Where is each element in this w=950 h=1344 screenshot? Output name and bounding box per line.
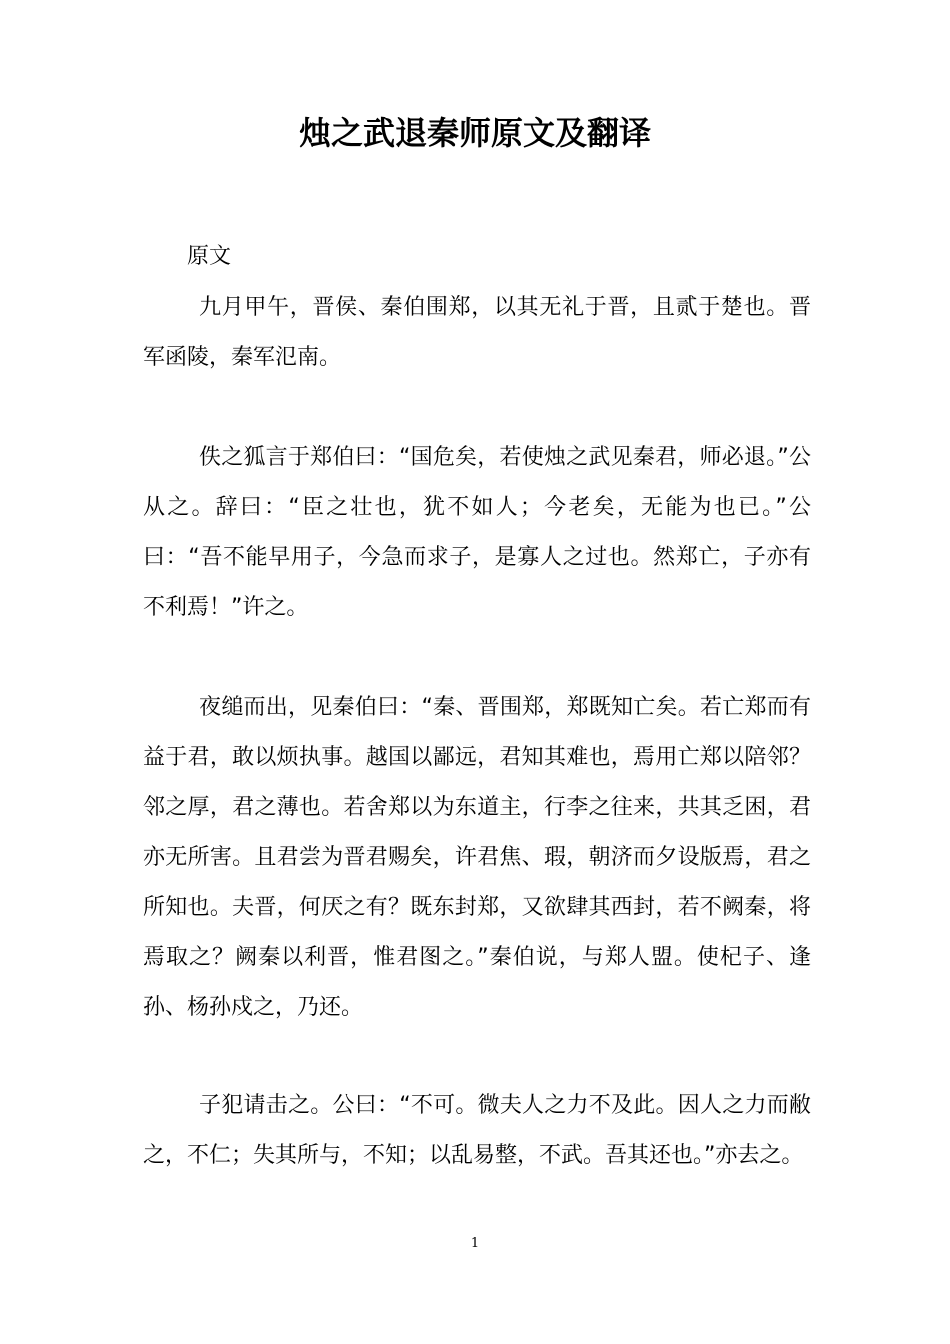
section-label: 原文 — [187, 244, 232, 269]
document-title: 烛之武退秦师原文及翻译 — [298, 114, 651, 152]
paragraph-4: 子犯请击之。公曰：“不可。微夫人之力不及此。因人之力而敝之，不仁；失其所与，不知；以乱易整，不武。吾其还也。”亦去之。 — [143, 1093, 811, 1168]
paragraph-3: 夜缒而出，见秦伯曰：“秦、晋围郑，郑既知亡矣。若亡郑而有益于君，敢以烦执事。越国以鄙远，君知其难也，焉用亡郑以陪邻？邻之厚，君之薄也。若舍郑以为东道主，行李之往来，共其乏困，君亦无所害。且君尝为晋君赐矣，许君焦、瑕，朝济而夕设版焉，君之所知也。夫晋，何厌之有？既东封郑，又欲肆其西封，若不阙秦，将焉取之？阙秦以利晋，惟君图之。”秦伯说，与郑人盟。使杞子、逢孙、杨孙戍之，乃还。 — [143, 695, 811, 1020]
paragraph-2: 佚之狐言于郑伯曰：“国危矣，若使烛之武见秦君，师必退。”公从之。辞曰：“臣之壮也，犹不如人；今老矣，无能为也已。”公曰：“吾不能早用子，今急而求子，是寡人之过也。然郑亡，子亦有不利焉！”许之。 — [143, 445, 811, 620]
paragraph-1: 九月甲午，晋侯、秦伯围郑，以其无礼于晋，且贰于楚也。晋军函陵，秦军氾南。 — [143, 295, 811, 370]
page-number: 1 — [470, 1236, 480, 1251]
